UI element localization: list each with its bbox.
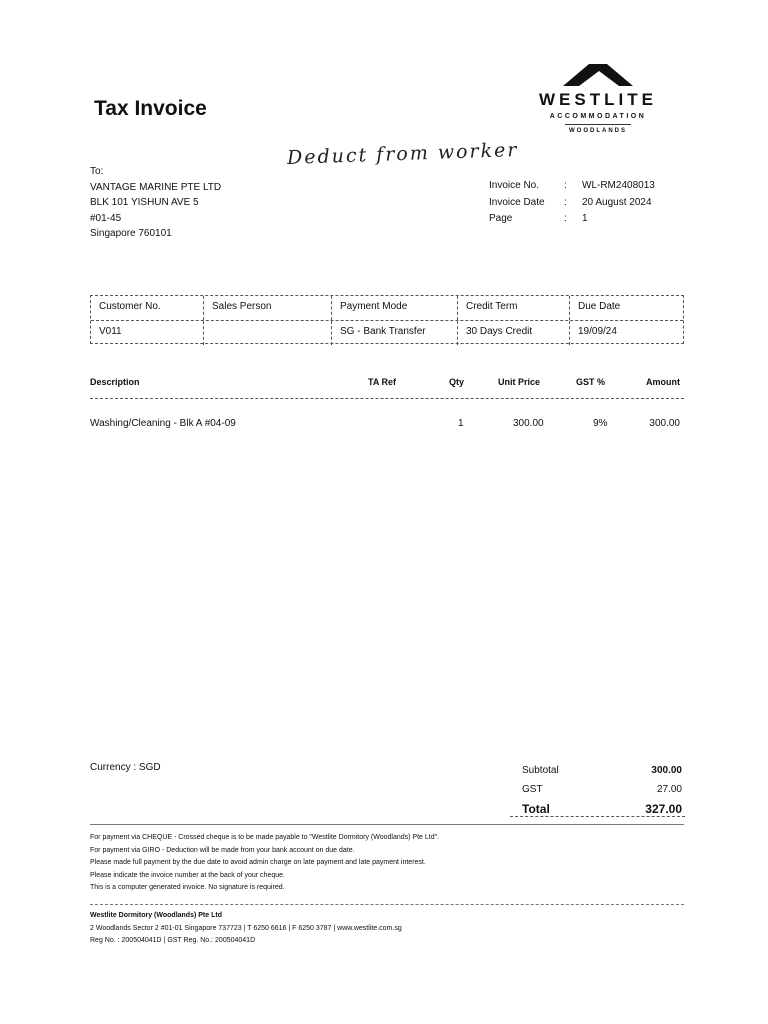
company-logo — [528, 62, 668, 134]
totals-divider — [510, 816, 685, 817]
bill-to-line: BLK 101 YISHUN AVE 5 — [90, 197, 199, 208]
header-qty: Qty — [449, 377, 465, 387]
company-footer — [90, 910, 402, 948]
meta-sep: : — [564, 180, 567, 191]
bill-to-line: VANTAGE MARINE PTE LTD — [90, 181, 222, 193]
item-unit-price: 300.00 — [513, 418, 544, 429]
logo-subtitle: ACCOMMODATION — [549, 113, 647, 120]
payment-notes — [90, 832, 439, 895]
meta-sep: : — [564, 196, 567, 208]
subtotal-row — [522, 761, 682, 780]
customer-info-table — [90, 295, 684, 344]
note-line: This is a computer generated invoice. No signature is required. — [90, 884, 285, 891]
gst-value: 27.00 — [656, 784, 682, 795]
page-number: 1 — [582, 213, 588, 224]
payment-mode: SG - Bank Transfer — [332, 321, 458, 345]
meta-row-page — [489, 213, 655, 230]
subtotal-label: Subtotal — [522, 765, 559, 776]
meta-row-invoice-date — [489, 197, 655, 214]
notes-divider — [90, 824, 684, 825]
header-sales-person: Sales Person — [204, 296, 332, 320]
currency-label: Currency : SGD — [90, 762, 161, 773]
sales-person — [204, 321, 332, 345]
footer-company: Westlite Dormitory (Woodlands) Pte Ltd — [90, 912, 222, 919]
total-label: Total — [522, 801, 550, 816]
logo-location: WOODLANDS — [569, 128, 627, 134]
due-date: 19/09/24 — [578, 326, 617, 337]
logo-divider — [565, 124, 631, 125]
gst-label: GST — [522, 784, 543, 795]
bill-to-block — [90, 164, 221, 242]
handwritten-note: Deduct from worker — [286, 138, 519, 170]
item-description: Washing/Cleaning - Blk A #04-09 — [90, 418, 236, 429]
footer-reg: Reg No. : 200504041D | GST Reg. No.: 200504041D — [90, 937, 256, 944]
credit-term: 30 Days Credit — [458, 321, 570, 345]
header-payment-mode: Payment Mode — [332, 296, 458, 320]
roof-logo-icon — [563, 62, 633, 86]
footer-address: 2 Woodlands Sector 2 #01-01 Singapore 737723 | T 6250 6616 | F 6250 3787 | www.westlite.com.sg — [90, 924, 402, 932]
header-unit-price: Unit Price — [498, 377, 541, 387]
page-title: Tax Invoice — [94, 97, 207, 120]
meta-sep: : — [564, 213, 567, 224]
header-amount: Amount — [646, 377, 680, 387]
meta-label: Invoice No. — [489, 180, 540, 191]
note-line: For payment via GIRO - Deduction will be made from your bank account on due date. — [90, 846, 355, 854]
header-customer-no: Customer No. — [91, 296, 204, 320]
bill-to-line: Singapore 760101 — [90, 228, 172, 239]
item-amount: 300.00 — [649, 418, 680, 429]
invoice-date: 20 August 2024 — [582, 196, 652, 208]
items-divider — [90, 398, 684, 399]
logo-brand: WESTLITE — [539, 90, 657, 109]
header-description: Description — [90, 377, 140, 387]
item-qty: 1 — [458, 418, 464, 429]
customer-no: V011 — [91, 321, 204, 345]
bill-to-label: To: — [90, 166, 104, 177]
customer-table-values — [91, 321, 683, 345]
totals-block — [522, 761, 682, 818]
meta-label: Invoice Date — [489, 196, 545, 208]
bill-to-line: #01-45 — [90, 212, 122, 224]
footer-divider — [90, 904, 684, 905]
header-gst: GST % — [576, 377, 606, 387]
invoice-number: WL-RM2408013 — [582, 180, 655, 191]
total-value: 327.00 — [645, 801, 682, 816]
subtotal-value: 300.00 — [651, 765, 682, 776]
note-line: Please made full payment by the due date to avoid admin charge on late payment and late payment interest. — [90, 859, 426, 866]
note-line: Please indicate the invoice number at the back of your cheque. — [90, 871, 285, 879]
header-credit-term: Credit Term — [458, 296, 570, 320]
meta-row-invoice-no — [489, 180, 655, 197]
note-line: For payment via CHEQUE - Crossed cheque is to be made payable to "Westlite Dormitory (Woodlands) Pte Ltd". — [90, 834, 440, 841]
customer-table-header — [91, 296, 683, 321]
gst-row — [522, 780, 682, 799]
meta-label: Page — [489, 213, 513, 224]
invoice-meta — [489, 180, 655, 230]
header-due-date: Due Date — [578, 301, 621, 312]
header-ta-ref: TA Ref — [368, 377, 396, 387]
item-gst: 9% — [593, 418, 608, 429]
